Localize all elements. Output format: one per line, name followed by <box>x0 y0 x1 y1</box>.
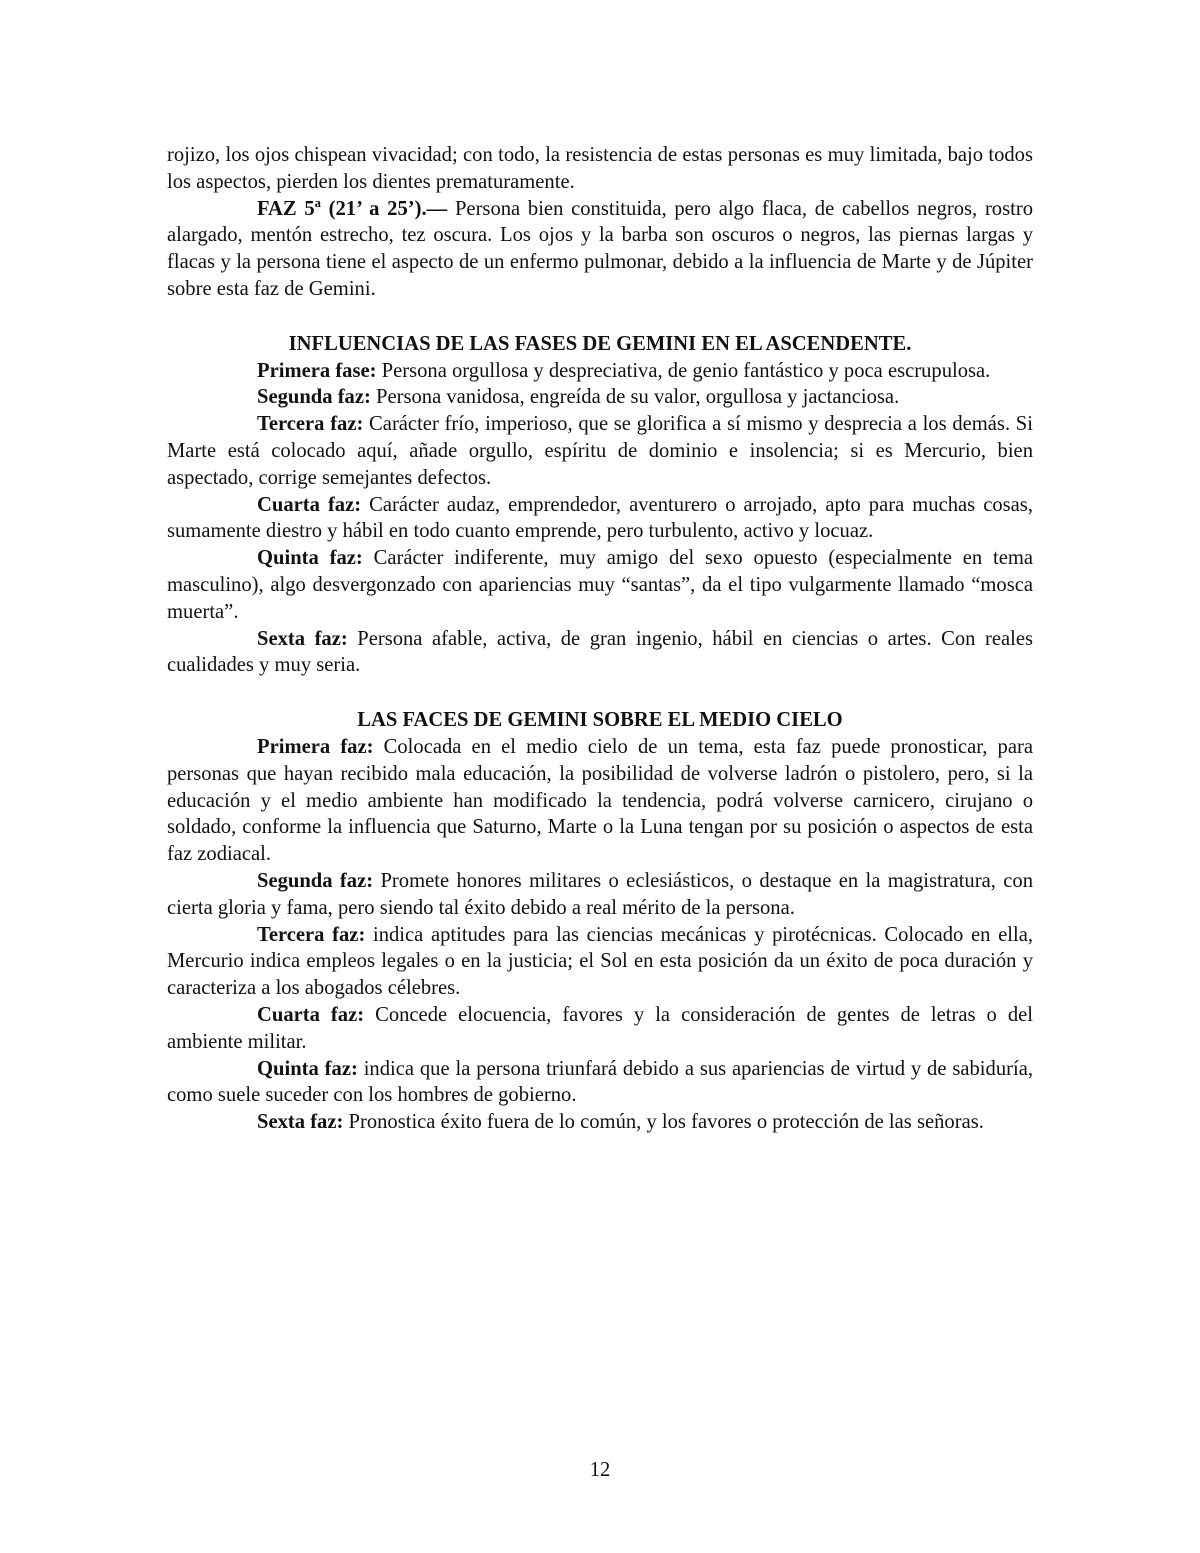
paragraph-lead: Cuarta faz: <box>257 1003 365 1026</box>
paragraph-text: Promete honores militares o eclesiásticos, o destaque en la magistratura, con cierta gloria y fama, pero siendo tal éxito debido a real mérito de la persona. <box>167 869 1033 919</box>
paragraph-text: Carácter frío, imperioso, que se glorifica a sí mismo y desprecia a los demás. Si Marte está colocado aquí, añade orgullo, espíritu de dominio e insolencia; si es Mercurio, bien aspectado, corrige semejantes defectos. <box>167 413 1033 489</box>
paragraph-text: Persona vanidosa, engreída de su valor, orgullosa y jactanciosa. <box>370 386 900 409</box>
medio-cielo-paragraph <box>167 734 1033 868</box>
paragraph-lead: Quinta faz: <box>257 547 363 570</box>
paragraph-text: Persona afable, activa, de gran ingenio, hábil en ciencias o artes. Con reales cualidades y muy seria. <box>167 627 1033 677</box>
paragraph-lead: Segunda faz: <box>257 869 374 892</box>
paragraph-text: Pronostica éxito fuera de lo común, y los favores o protección de las señoras. <box>343 1111 984 1134</box>
paragraph-lead: Segunda faz: <box>257 386 371 409</box>
paragraph-text: indica aptitudes para las ciencias mecánicas y pirotécnicas. Colocado en ella, Mercurio indica empleos legales o en la justicia; el Sol en esta posición da un éxito de poca duración y caracteriza a los abogados célebres. <box>167 923 1033 1000</box>
ascendente-paragraph <box>167 492 1033 546</box>
ascendente-paragraph <box>167 626 1033 680</box>
ascendente-paragraph <box>167 358 1033 385</box>
heading-medio-cielo: LAS FACES DE GEMINI SOBRE EL MEDIO CIELO <box>357 709 843 732</box>
paragraph-lead: Primera fase: <box>257 359 377 382</box>
continuation-paragraph: rojizo, los ojos chispean vivacidad; con todo, la resistencia de estas personas es muy limitada, bajo todos los aspectos, pierden los dientes prematuramente. <box>167 144 1033 193</box>
paragraph-lead: Tercera faz: <box>257 923 366 946</box>
paragraph-lead: Sexta faz: <box>257 627 348 650</box>
medio-cielo-paragraph <box>167 1002 1033 1056</box>
paragraph-lead: Primera faz: <box>257 735 374 758</box>
medio-cielo-paragraph <box>167 868 1033 922</box>
paragraph-text: Concede elocuencia, favores y la consideración de gentes de letras o del ambiente militar. <box>167 1003 1033 1053</box>
paragraph-text: Persona orgullosa y despreciativa, de genio fantástico y poca escrupulosa. <box>376 359 991 382</box>
heading-ascendente: INFLUENCIAS DE LAS FASES DE GEMINI EN EL ASCENDENTE. <box>288 332 912 355</box>
paragraph-lead: Cuarta faz: <box>257 493 362 516</box>
page-number: 12 <box>589 1459 611 1481</box>
medio-cielo-paragraph <box>167 1056 1033 1110</box>
paragraph-lead: Sexta faz: <box>257 1111 344 1134</box>
paragraph-text: Colocada en el medio cielo de un tema, esta faz puede pronosticar, para personas que hayan recibido mala educación, la posibilidad de volverse ladrón o pistolero, pero, si la educación y el medio ambiente han modificado la tendencia, podrá volverse carnicero, cirujano o soldado, conforme la influencia que Saturno, Marte o la Luna tengan por su posición o aspectos de esta faz zodiacal. <box>167 735 1033 866</box>
faz5-paragraph <box>167 196 1033 303</box>
paragraph-text: Carácter audaz, emprendedor, aventurero o arrojado, apto para muchas cosas, sumamente diestro y hábil en todo cuanto emprende, pero turbulento, activo y locuaz. <box>167 493 1033 543</box>
paragraph-text: indica que la persona triunfará debido a sus apariencias de virtud y de sabiduría, como suele suceder con los hombres de gobierno. <box>167 1057 1033 1107</box>
page-body <box>167 142 1033 1136</box>
paragraph-lead: Tercera faz: <box>257 413 364 436</box>
medio-cielo-paragraph <box>167 1109 1033 1136</box>
ascendente-paragraph <box>167 411 1033 491</box>
faz5-superscript: a <box>314 195 321 210</box>
faz5-text: Persona bien constituida, pero algo flaca, de cabellos negros, rostro alargado, mentón estrecho, tez oscura. Los ojos y la barba son oscuros o negros, las piernas largas y flacas y la persona tiene el aspecto de un enfermo pulmonar, debido a la influencia de Marte y de Júpiter sobre esta faz de Gemini. <box>167 197 1033 300</box>
paragraph-lead: Quinta faz: <box>257 1057 358 1080</box>
faz5-lead: FAZ 5$^a$ (21’ a 25’).— <box>257 195 448 220</box>
ascendente-paragraph <box>167 545 1033 625</box>
medio-cielo-paragraph <box>167 922 1033 1002</box>
ascendente-paragraph <box>167 384 1033 411</box>
paragraph-text: Carácter indiferente, muy amigo del sexo opuesto (especialmente en tema masculino), algo desvergonzado con apariencias muy “santas”, da el tipo vulgarmente llamado “mosca muerta”. <box>167 547 1033 623</box>
